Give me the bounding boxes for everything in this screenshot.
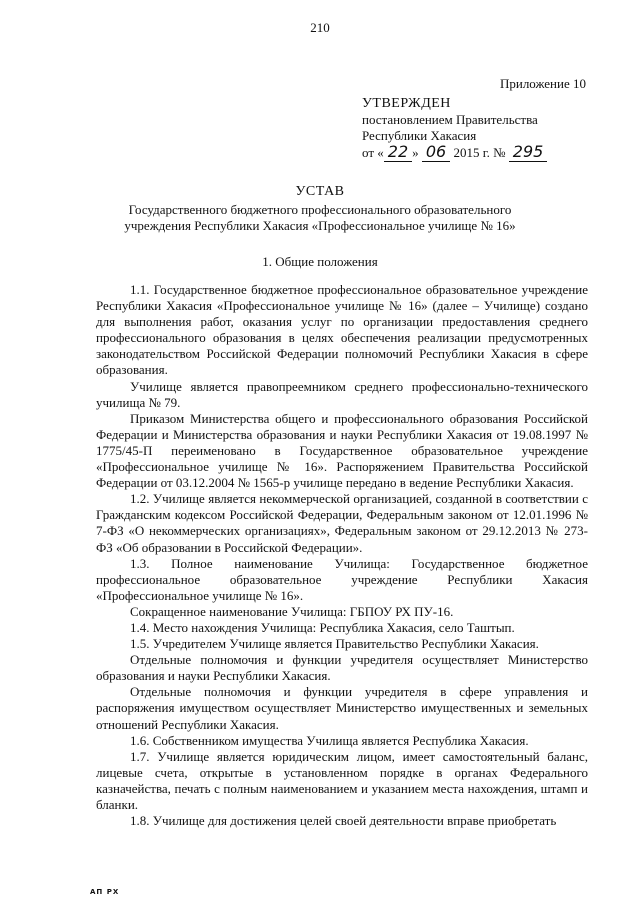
paragraph: 1.3. Полное наименование Училища: Государственное бюджетное профессиональное образовательное учреждение Республики Хакасия «Профессиональное училище № 16». <box>96 555 588 603</box>
paragraph: 1.6. Собственником имущества Училища является Республика Хакасия. <box>130 732 529 748</box>
date-prefix: от « <box>362 145 384 160</box>
handwritten-day: 22 <box>384 142 412 162</box>
paragraph: Приказом Министерства общего и профессионального образования Российской Федерации и Министерства образования и науки Республики Хакасия от 19.08.1997 № 1775/45-П переименовано в Государственное образовательное учреждение «Профессиональное училище № 16». Распоряжением Правительства Российской Федерации от 03.12.2004 № 1565-р училище передано в ведение Республики Хакасия. <box>96 410 588 491</box>
date-suffix: 2015 г. № <box>453 145 506 160</box>
page-number: 210 <box>310 20 330 35</box>
paragraph: 1.2. Училище является некоммерческой организацией, созданной в соответствии с Гражданским кодексом Российской Федерации, Федеральным законом от 12.01.1996 № 7-ФЗ «О некоммерческих организациях», Федеральным законом от 29.12.2013 № 273-ФЗ «Об образовании в Российской Федерации». <box>96 491 588 555</box>
paragraph: Училище является правопреемником среднего профессионально-технического училища № 79. <box>96 378 588 410</box>
paragraph: Сокращенное наименование Училища: ГБПОУ РХ ПУ-16. <box>130 603 454 619</box>
document-subtitle: Государственного бюджетного профессионального образовательного учреждения Республики Хакасия «Профессиональное училище № 16» <box>124 202 516 233</box>
paragraph: 1.7. Училище является юридическим лицом, имеет самостоятельный баланс, лицевые счета, открытые в установленном порядке в органах Федерального казначейства, печать с полным наименованием и указанием места нахождения, штамп и бланки. <box>96 748 588 812</box>
document-title: УСТАВ <box>295 184 345 199</box>
paragraph: Отдельные полномочия и функции учредителя осуществляет Министерство образования и науки Республики Хакасия. <box>96 652 588 684</box>
date-mid: » <box>412 145 419 160</box>
document-body <box>96 282 588 829</box>
section-heading: 1. Общие положения <box>262 254 378 269</box>
approval-block <box>362 76 622 161</box>
paragraph: 1.4. Место нахождения Училища: Республика Хакасия, село Таштып. <box>130 619 515 635</box>
handwritten-month: 06 <box>422 142 450 162</box>
approval-date-line <box>362 144 622 161</box>
approved-heading: УТВЕРЖДЕН <box>362 96 451 111</box>
approval-line-2: Республики Хакасия <box>362 128 477 143</box>
handwritten-number: 295 <box>509 142 548 162</box>
paragraph: Отдельные полномочия и функции учредителя в сфере управления и распоряжения имуществом осуществляет Министерство имущественных и земельных отношений Республики Хакасия. <box>96 684 588 732</box>
paragraph: 1.5. Учредителем Училище является Правительство Республики Хакасия. <box>130 636 539 652</box>
archive-stamp: АП РХ <box>90 888 120 896</box>
paragraph: 1.8. Училище для достижения целей своей деятельности вправе приобретать <box>130 813 557 829</box>
appendix-label: Приложение 10 <box>499 76 586 91</box>
paragraph: 1.1. Государственное бюджетное профессиональное образовательное учреждение Республики Хакасия «Профессиональное училище № 16» (далее – Училище) создано для выполнения работ, оказания услуг по организации предоставления среднего профессионального образования в целях обеспечения реализации предусмотренных законодательством Российской Федерации полномочий Республики Хакасия в сфере образования. <box>96 282 588 378</box>
approval-line-1: постановлением Правительства <box>362 112 538 127</box>
